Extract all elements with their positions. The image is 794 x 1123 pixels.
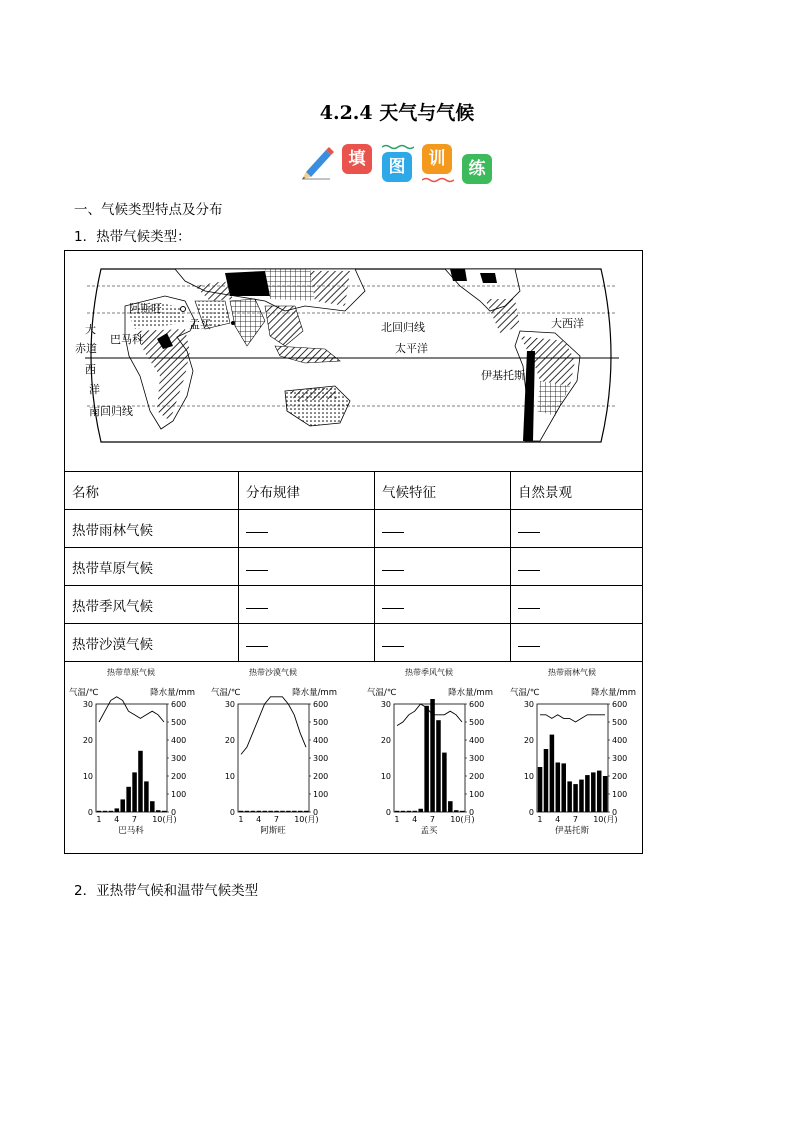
precip-bar (292, 811, 297, 812)
precip-bar (257, 811, 262, 812)
x-tick-label: 7 (273, 815, 280, 824)
precip-tick-label: 0 (469, 808, 475, 817)
temp-tick-label: 0 (87, 808, 93, 817)
row-name: 热带季风气候 (65, 586, 239, 624)
precip-bar (544, 749, 549, 812)
x-tick-label: 10(月) (450, 815, 475, 824)
chart-title: 热带沙漠气候 (249, 668, 297, 677)
x-tick-label: 4 (256, 815, 262, 824)
temp-tick-label: 20 (523, 736, 534, 745)
label-aswan: 阿斯旺 (129, 302, 162, 315)
temperature-line (540, 715, 605, 722)
chart-title: 热带雨林气候 (548, 668, 596, 677)
tropical-climate-table (65, 471, 642, 662)
precip-bar (561, 763, 566, 812)
precip-bar (424, 706, 429, 812)
table-row (65, 548, 642, 586)
chart-station: 伊基托斯 (554, 826, 590, 836)
precip-bar (280, 811, 285, 812)
precip-tick-label: 600 (171, 700, 187, 709)
wave-decoration (382, 144, 414, 150)
precip-bar (245, 811, 250, 812)
subsection-subtropical-temperate: 2．亚热带气候和温带气候类型 (74, 883, 259, 899)
x-tick-label: 1 (537, 815, 543, 824)
precip-tick-label: 600 (469, 700, 485, 709)
precip-tick-label: 100 (612, 790, 628, 799)
label-tropic-capricorn: 南回归线 (89, 405, 133, 418)
x-tick-label: 4 (555, 815, 561, 824)
temp-tick-label: 10 (380, 772, 391, 781)
precip-tick-label: 0 (313, 808, 319, 817)
chart-title: 热带草原气候 (107, 668, 155, 677)
precip-bar (430, 699, 435, 812)
blank-cell[interactable] (239, 548, 375, 586)
chart-station: 巴马科 (118, 826, 144, 836)
temp-tick-label: 30 (523, 700, 534, 709)
precip-tick-label: 500 (469, 718, 485, 727)
chart-ylabel-right: 降水量/mm (591, 688, 636, 698)
x-tick-label: 10(月) (294, 815, 319, 824)
precip-tick-label: 400 (171, 736, 187, 745)
row-name: 热带草原气候 (65, 548, 239, 586)
precip-tick-label: 100 (313, 790, 329, 799)
temp-tick-label: 0 (229, 808, 235, 817)
badge-tian: 填 (342, 144, 372, 174)
table-row (65, 510, 642, 548)
table-header-row (65, 472, 642, 510)
x-tick-label: 1 (96, 815, 102, 824)
precip-bar (603, 776, 608, 812)
precip-tick-label: 600 (612, 700, 628, 709)
precip-tick-label: 200 (313, 772, 329, 781)
row-name: 热带雨林气候 (65, 510, 239, 548)
chart-ylabel-left: 气温/℃ (211, 688, 241, 698)
precip-tick-label: 200 (469, 772, 485, 781)
precip-bar (286, 811, 291, 812)
precip-bar (454, 810, 459, 812)
chart-ylabel-left: 气温/℃ (367, 688, 397, 698)
label-mumbai: 孟买 (189, 318, 211, 331)
precip-bar (120, 799, 125, 812)
header-distribution: 分布规律 (239, 472, 375, 510)
temp-tick-label: 30 (82, 700, 93, 709)
precip-bar (144, 781, 149, 812)
x-tick-label: 10(月) (152, 815, 177, 824)
precip-tick-label: 400 (313, 736, 329, 745)
precip-bar (460, 811, 465, 812)
chart-station: 阿斯旺 (260, 826, 286, 836)
x-tick-label: 4 (114, 815, 120, 824)
label-iquitos: 伊基托斯 (481, 369, 525, 382)
precip-bar (597, 771, 602, 812)
chart-ylabel-right: 降水量/mm (448, 688, 493, 698)
precip-bar (418, 809, 423, 812)
label-atlantic-xi: 西 (85, 363, 96, 376)
chart-station: 孟买 (420, 826, 438, 836)
mumbai-marker (231, 321, 235, 325)
x-tick-label: 10(月) (593, 815, 618, 824)
precip-tick-label: 300 (469, 754, 485, 763)
precip-bar (126, 787, 131, 812)
chart-frame (238, 704, 309, 812)
precip-bar (407, 811, 412, 812)
precip-bar (395, 811, 400, 812)
row-name: 热带沙漠气候 (65, 624, 239, 662)
header-name: 名称 (65, 472, 239, 510)
precip-tick-label: 500 (171, 718, 187, 727)
blank-cell[interactable] (375, 548, 511, 586)
precip-tick-label: 200 (171, 772, 187, 781)
section-heading-climate-types: 一、气候类型特点及分布 (74, 202, 223, 218)
temp-tick-label: 30 (224, 700, 235, 709)
chart-ylabel-right: 降水量/mm (150, 688, 195, 698)
blank-cell[interactable] (375, 624, 511, 662)
precip-bar (448, 801, 453, 812)
precip-bar (138, 751, 143, 812)
precip-bar (262, 811, 267, 812)
temp-tick-label: 10 (224, 772, 235, 781)
label-atlantic-yang: 洋 (89, 383, 100, 396)
precip-bar (413, 811, 418, 812)
precip-bar (573, 784, 578, 812)
precip-bar (579, 780, 584, 812)
wave-decoration-red (422, 177, 454, 183)
blank-cell[interactable] (511, 548, 643, 586)
x-tick-label: 4 (412, 815, 418, 824)
badge-tu: 图 (382, 152, 412, 182)
precip-bar (304, 811, 309, 812)
label-equator: 赤道 (75, 342, 97, 355)
x-tick-label: 7 (429, 815, 436, 824)
precip-bar (150, 801, 155, 812)
precip-bar (109, 811, 114, 812)
precip-tick-label: 500 (313, 718, 329, 727)
label-tropic-cancer: 北回归线 (381, 321, 425, 334)
precip-bar (97, 811, 102, 812)
badge-lian: 练 (462, 154, 492, 184)
temp-tick-label: 20 (380, 736, 391, 745)
precip-bar (556, 763, 561, 813)
precip-tick-label: 600 (313, 700, 329, 709)
chart-ylabel-left: 气温/℃ (69, 688, 99, 698)
precip-bar (567, 781, 572, 812)
header-features: 气候特征 (375, 472, 511, 510)
label-bamako: 巴马科 (110, 333, 143, 346)
precip-bar (103, 811, 108, 812)
temp-tick-label: 0 (528, 808, 534, 817)
label-atlantic-da: 大 (85, 323, 96, 336)
table-row (65, 586, 642, 624)
blank-cell[interactable] (375, 510, 511, 548)
precip-tick-label: 200 (612, 772, 628, 781)
subsection-tropical: 1．热带气候类型： (74, 229, 191, 245)
badge-xun: 训 (422, 144, 452, 174)
blank-cell[interactable] (239, 586, 375, 624)
climate-charts (65, 662, 642, 853)
page-title: 4.2.4 天气与气候 (319, 102, 475, 124)
precip-tick-label: 400 (612, 736, 628, 745)
precip-tick-label: 400 (469, 736, 485, 745)
precip-bar (538, 767, 543, 812)
chart-ylabel-right: 降水量/mm (292, 688, 337, 698)
x-tick-label: 1 (394, 815, 400, 824)
precip-tick-label: 300 (313, 754, 329, 763)
tropical-climate-box (64, 250, 643, 854)
precip-bar (585, 775, 590, 812)
blank-cell[interactable] (239, 510, 375, 548)
x-tick-label: 7 (131, 815, 138, 824)
temp-tick-label: 10 (523, 772, 534, 781)
chart-title: 热带季风气候 (405, 668, 453, 677)
temp-tick-label: 20 (82, 736, 93, 745)
temperature-line (241, 697, 306, 755)
aswan-marker (181, 307, 186, 312)
precip-bar (156, 810, 161, 812)
blank-cell[interactable] (511, 624, 643, 662)
precip-bar (239, 811, 244, 812)
header-landscape: 自然景观 (511, 472, 643, 510)
precip-bar (436, 720, 441, 812)
chart-ylabel-left: 气温/℃ (510, 688, 540, 698)
table-row (65, 624, 642, 662)
precip-bar (298, 811, 303, 812)
precip-bar (274, 811, 279, 812)
precip-tick-label: 300 (612, 754, 628, 763)
precip-tick-label: 0 (171, 808, 177, 817)
precip-tick-label: 0 (612, 808, 618, 817)
temp-tick-label: 20 (224, 736, 235, 745)
label-pacific: 太平洋 (395, 342, 428, 355)
temperature-line (99, 697, 164, 722)
temperature-line (397, 704, 462, 726)
precip-bar (162, 811, 167, 812)
blank-cell[interactable] (375, 586, 511, 624)
precip-bar (442, 753, 447, 812)
world-climate-map (65, 251, 642, 471)
label-atlantic-right: 大西洋 (551, 317, 584, 330)
precip-bar (591, 772, 596, 812)
precip-bar (132, 772, 137, 812)
temp-tick-label: 0 (385, 808, 391, 817)
blank-cell[interactable] (239, 624, 375, 662)
precip-bar (115, 808, 120, 812)
precip-tick-label: 300 (171, 754, 187, 763)
chart-frame (96, 704, 167, 812)
precip-bar (251, 811, 256, 812)
x-tick-label: 1 (238, 815, 244, 824)
precip-tick-label: 100 (171, 790, 187, 799)
precip-bar (550, 735, 555, 812)
blank-cell[interactable] (511, 510, 643, 548)
precip-tick-label: 500 (612, 718, 628, 727)
precip-bar (401, 811, 406, 812)
fill-map-practice-banner (300, 142, 500, 188)
temp-tick-label: 10 (82, 772, 93, 781)
temp-tick-label: 30 (380, 700, 391, 709)
pencil-icon (300, 144, 334, 180)
precip-bar (268, 811, 273, 812)
precip-tick-label: 100 (469, 790, 485, 799)
blank-cell[interactable] (511, 586, 643, 624)
x-tick-label: 7 (572, 815, 579, 824)
